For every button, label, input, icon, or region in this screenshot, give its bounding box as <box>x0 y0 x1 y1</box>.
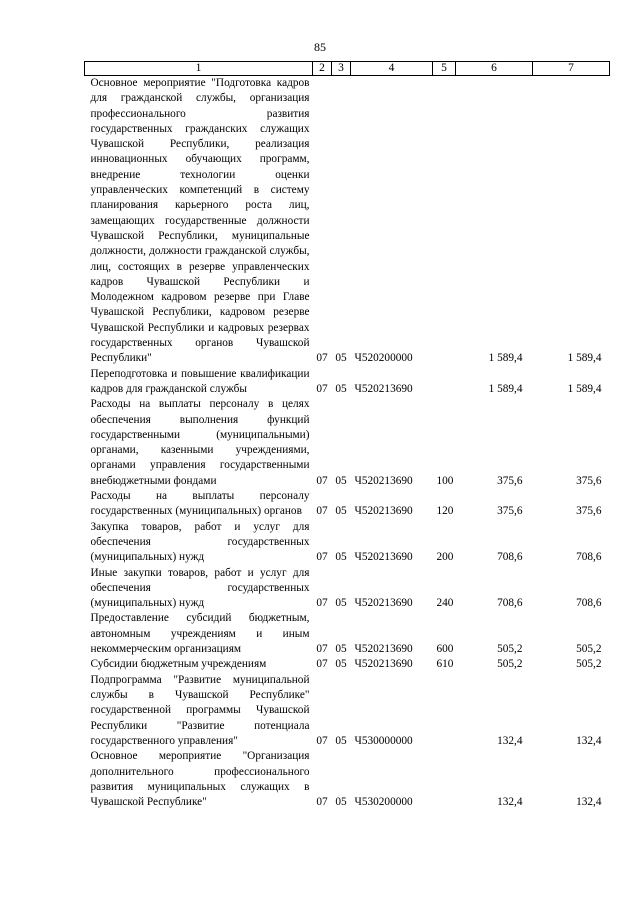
row-section: 07 <box>316 352 328 365</box>
row-name: Переподготовка и повышение квалификации кадров для гражданской службы <box>90 367 310 395</box>
row-section: 07 <box>316 474 328 487</box>
row-target-code: Ч520213690 <box>354 474 413 487</box>
row-name: Подпрограмма "Развитие муниципальной службы в Чувашской Республике" государственной программы Чувашской Республики "Развитие потенциала государственного управления" <box>90 673 310 747</box>
row-section: 07 <box>316 734 328 747</box>
row-target-code: Ч520213690 <box>354 658 413 671</box>
budget-table <box>84 61 610 810</box>
table-row <box>85 367 610 398</box>
row-amount-2: 505,2 <box>576 658 602 671</box>
row-amount-1: 1 589,4 <box>488 352 523 365</box>
row-name: Основное мероприятие "Организация дополнительного профессионального развития муниципальных служащих в Чувашской Республике" <box>90 750 310 809</box>
row-target-code: Ч520213690 <box>354 596 413 609</box>
row-amount-2: 1 589,4 <box>567 382 602 395</box>
row-section: 07 <box>316 382 328 395</box>
header-col-2: 2 <box>313 62 332 76</box>
row-section: 07 <box>316 551 328 563</box>
header-col-1: 1 <box>85 62 313 76</box>
row-amount-2: 708,6 <box>576 551 602 563</box>
row-subsection: 05 <box>335 382 347 395</box>
header-row <box>85 62 610 76</box>
row-name: Расходы на выплаты персоналу государственных (муниципальных) органов <box>90 490 310 518</box>
row-expense-type: 610 <box>436 658 454 671</box>
row-subsection: 05 <box>335 551 347 563</box>
table-row <box>85 76 610 367</box>
row-section: 07 <box>316 505 328 518</box>
row-amount-2: 708,6 <box>576 596 602 609</box>
row-subsection: 05 <box>335 505 347 518</box>
table-row <box>85 489 610 520</box>
row-amount-1: 708,6 <box>497 596 523 609</box>
row-name: Основное мероприятие "Подготовка кадров для гражданской службы, организация профессионального развития государственных гражданских служащих Чувашской Республики, реализация инновационных обучающих программ, внедрение технологии оценки управленческих компетенций в систему планирования карьерного роста лиц, замещающих государственные должности Чувашской Республики, муниципальные должности, должности гражданской службы, лиц, состоящих в резерве управленческих кадров Чувашской Республики и Молодежном кадровом резерве при Главе Чувашской Республики, кадровом резерве Чувашской Республики и кадровых резервах государственных органов Чувашской Республики" <box>90 77 310 365</box>
row-section: 07 <box>316 642 328 655</box>
header-col-7: 7 <box>533 62 610 76</box>
table-row <box>85 673 610 749</box>
table-row <box>85 520 610 566</box>
row-section: 07 <box>316 596 328 609</box>
header-col-6: 6 <box>456 62 533 76</box>
row-expense-type <box>433 367 456 398</box>
row-amount-2: 375,6 <box>576 505 602 518</box>
row-subsection: 05 <box>335 658 347 671</box>
row-expense-type <box>433 673 456 749</box>
row-amount-2: 132,4 <box>576 795 602 808</box>
row-amount-1: 1 589,4 <box>488 382 523 395</box>
row-amount-1: 132,4 <box>497 734 523 747</box>
row-expense-type <box>433 749 456 810</box>
row-target-code: Ч520213690 <box>354 642 413 655</box>
table-row <box>85 611 610 657</box>
row-name: Закупка товаров, работ и услуг для обеспечения государственных (муниципальных) нужд <box>90 520 310 564</box>
header-col-3: 3 <box>332 62 351 76</box>
row-amount-2: 375,6 <box>576 474 602 487</box>
row-name: Расходы на выплаты персоналу в целях обеспечения выполнения функций государственными (муниципальными) органами, казенными учреждениями, органами управления государственными внебюджетными фондами <box>90 398 310 487</box>
table-row <box>85 397 610 489</box>
row-expense-type: 100 <box>436 474 454 487</box>
row-subsection: 05 <box>335 596 347 609</box>
table-row <box>85 566 610 612</box>
row-name: Предоставление субсидий бюджетным, автономным учреждениям и иным некоммерческим организациям <box>90 612 310 655</box>
row-target-code: Ч530200000 <box>354 795 413 808</box>
row-subsection: 05 <box>335 795 347 808</box>
row-subsection: 05 <box>335 474 347 487</box>
row-amount-1: 132,4 <box>497 795 523 808</box>
row-expense-type: 240 <box>436 596 454 609</box>
row-amount-2: 505,2 <box>576 642 602 655</box>
row-expense-type: 200 <box>436 551 454 563</box>
row-target-code: Ч520213690 <box>354 382 413 395</box>
row-name: Субсидии бюджетным учреждениям <box>90 658 267 671</box>
page-number: 85 <box>314 40 326 54</box>
row-section: 07 <box>316 795 328 808</box>
row-section: 07 <box>316 658 328 671</box>
header-col-4: 4 <box>351 62 433 76</box>
row-name: Иные закупки товаров, работ и услуг для обеспечения государственных (муниципальных) нужд <box>90 566 310 610</box>
row-subsection: 05 <box>335 642 347 655</box>
row-amount-2: 1 589,4 <box>567 352 602 365</box>
row-subsection: 05 <box>335 734 347 747</box>
row-target-code: Ч520213690 <box>354 505 413 518</box>
row-target-code: Ч520200000 <box>354 352 413 365</box>
table-row <box>85 749 610 810</box>
row-amount-2: 132,4 <box>576 734 602 747</box>
row-amount-1: 375,6 <box>497 474 523 487</box>
row-target-code: Ч520213690 <box>354 551 413 563</box>
row-target-code: Ч530000000 <box>354 734 413 747</box>
row-subsection: 05 <box>335 352 347 365</box>
table-row <box>85 657 610 673</box>
row-expense-type <box>433 76 456 367</box>
row-amount-1: 708,6 <box>497 551 523 563</box>
row-expense-type: 600 <box>436 642 454 655</box>
header-col-5: 5 <box>433 62 456 76</box>
row-amount-1: 505,2 <box>497 642 523 655</box>
row-amount-1: 505,2 <box>497 658 523 671</box>
row-amount-1: 375,6 <box>497 505 523 518</box>
row-expense-type: 120 <box>436 505 454 518</box>
